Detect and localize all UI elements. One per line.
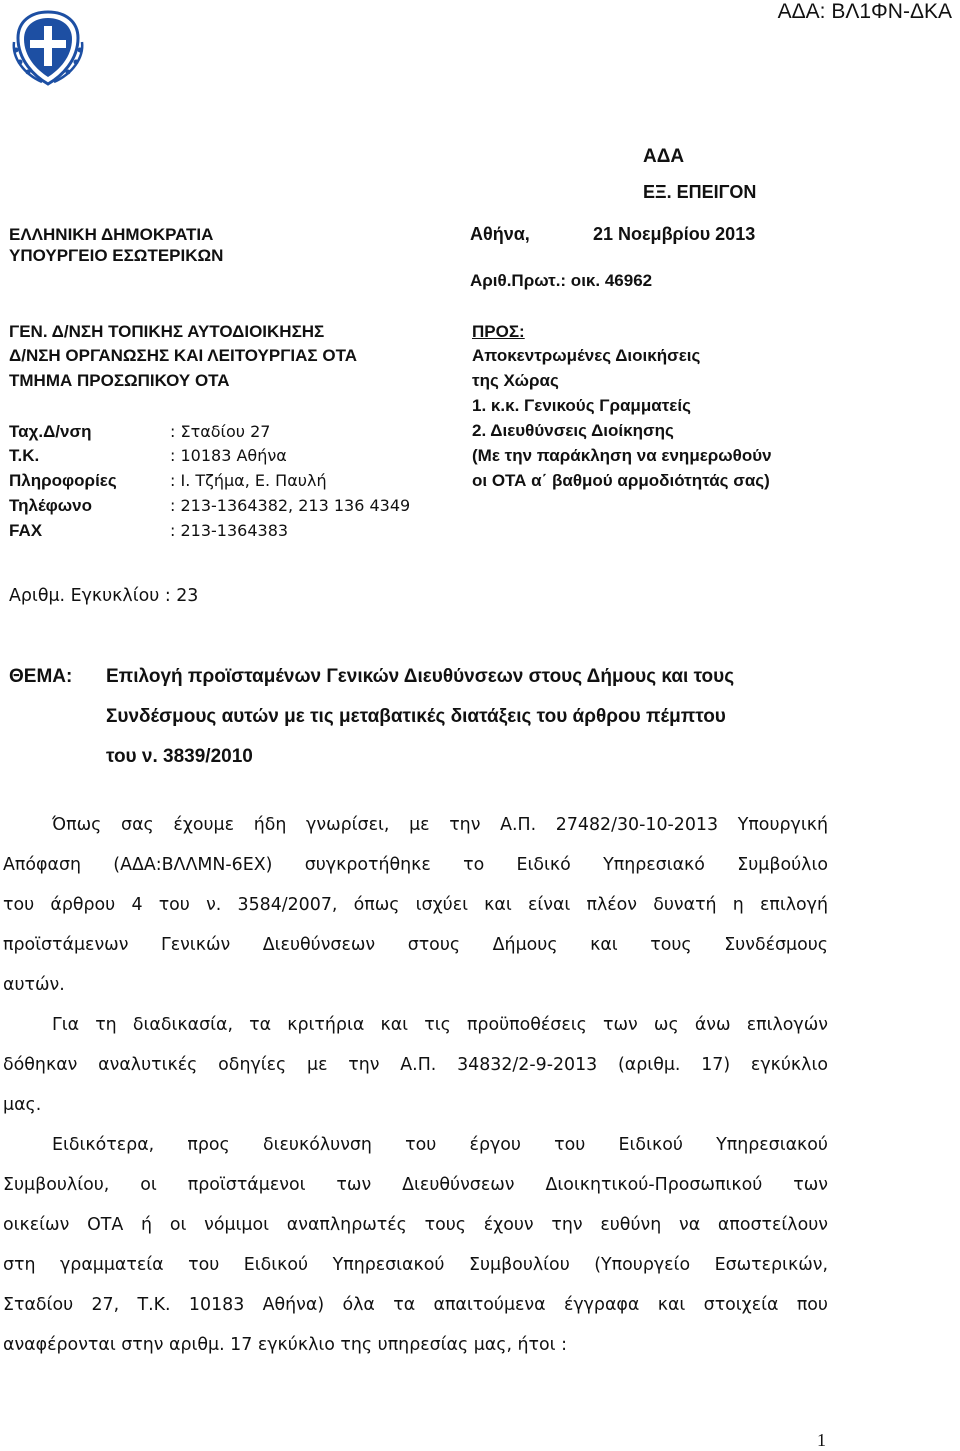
body-line: στη γραμματεία του Ειδικού Υπηρεσιακού Συμβουλίου (Υπουργείο Εσωτερικών, — [3, 1255, 828, 1275]
body-line: του άρθρου 4 του ν. 3584/2007, όπως ισχύει και είναι πλέον δυνατή η επιλογή — [3, 895, 828, 915]
contact-label-address: Ταχ.Δ/νση — [9, 422, 92, 441]
body-line: Ειδικότερα, προς διευκόλυνση του έργου του Ειδικού Υπηρεσιακού — [52, 1135, 828, 1155]
place-label: Αθήνα, — [470, 224, 530, 244]
body-line: Απόφαση (ΑΔΑ:ΒΛΛΜΝ-6ΕΧ) συγκροτήθηκε το Ειδικό Υπηρεσιακό Συμβούλιο — [3, 855, 828, 875]
body-line: Συμβουλίου, οι προϊστάμενοι των Διευθύνσεων Διοικητικού-Προσωπικού των — [3, 1175, 828, 1195]
recipient-line: 2. Διευθύνσεις Διοίκησης — [472, 421, 674, 440]
body-line: αυτών. — [3, 975, 65, 995]
body-line: δόθηκαν αναλυτικές οδηγίες με την Α.Π. 34832/2-9-2013 (αριθμ. 17) εγκύκλιο — [3, 1055, 828, 1075]
body-line: προϊστάμενων Γενικών Διευθύνσεων στους Δήμους και τους Συνδέσμους — [3, 935, 828, 955]
department-line-1: ΓΕΝ. Δ/ΝΣΗ ΤΟΠΙΚΗΣ ΑΥΤΟΔΙΟΙΚΗΣΗΣ — [9, 322, 325, 341]
contact-label-fax: FAX — [9, 521, 43, 540]
page-number: 1 — [817, 1430, 826, 1450]
department-line-3: ΤΜΗΜΑ ΠΡΟΣΩΠΙΚΟΥ ΟΤΑ — [9, 371, 230, 390]
date-label: 21 Νοεμβρίου 2013 — [593, 224, 756, 244]
recipient-line: της Χώρας — [472, 371, 559, 390]
subject-line: Συνδέσμους αυτών με τις μεταβατικές διατάξεις του άρθρου πέμπτου — [106, 706, 726, 727]
body-line: Σταδίου 27, Τ.Κ. 10183 Αθήνα) όλα τα απαιτούμενα έγγραφα και στοιχεία που — [3, 1295, 828, 1315]
body-line: Για τη διαδικασία, τα κριτήρια και τις προϋποθέσεις των ως άνω επιλογών — [52, 1015, 828, 1035]
protocol-number: Αριθ.Πρωτ.: οικ. 46962 — [470, 271, 653, 290]
circular-number: Αριθμ. Εγκυκλίου : 23 — [9, 586, 199, 606]
recipients-heading: ΠΡΟΣ: — [472, 322, 525, 341]
contact-value-info: : Ι. Τζήμα, Ε. Παυλή — [170, 471, 327, 490]
recipient-line: Αποκεντρωμένες Διοικήσεις — [472, 346, 701, 365]
contact-value-postcode: : 10183 Αθήνα — [170, 446, 287, 465]
recipient-line: (Με την παράκληση να ενημερωθούν — [472, 446, 772, 465]
subject-line: Επιλογή προϊσταμένων Γενικών Διευθύνσεων στους Δήμους και τους — [106, 666, 735, 687]
body-line: οικείων ΟΤΑ ή οι νόμιμοι αναπληρωτές τους έχουν την ευθύνη να αποστείλουν — [3, 1215, 828, 1235]
body-line: Όπως σας έχουμε ήδη γνωρίσει, με την Α.Π. 27482/30-10-2013 Υπουργική — [52, 815, 828, 835]
greek-emblem-icon — [8, 8, 88, 88]
recipient-line: 1. κ.κ. Γενικούς Γραμματείς — [472, 396, 691, 415]
body-line: αναφέρονται στην αριθμ. 17 εγκύκλιο της υπηρεσίας μας, ήτοι : — [3, 1335, 567, 1355]
recipient-line: οι ΟΤΑ α΄ βαθμού αρμοδιότητάς σας) — [472, 471, 770, 490]
body-line: μας. — [3, 1095, 42, 1115]
urgency-label: ΕΞ. ΕΠΕΙΓΟΝ — [643, 182, 757, 202]
contact-value-phone: : 213-1364382, 213 136 4349 — [170, 496, 411, 515]
contact-value-fax: : 213-1364383 — [170, 521, 289, 540]
department-line-2: Δ/ΝΣΗ ΟΡΓΑΝΩΣΗΣ ΚΑΙ ΛΕΙΤΟΥΡΓΙΑΣ ΟΤΑ — [9, 346, 357, 365]
contact-label-phone: Τηλέφωνο — [9, 496, 92, 515]
ada-top-label: ΑΔΑ: ΒΛ1ΦΝ-ΔΚΑ — [777, 0, 952, 23]
ada-heading: ΑΔΑ — [643, 146, 685, 167]
subject-label: ΘΕΜΑ: — [9, 666, 73, 687]
contact-value-address: : Σταδίου 27 — [170, 422, 271, 441]
contact-label-postcode: Τ.Κ. — [9, 446, 40, 465]
republic-label: ΕΛΛΗΝΙΚΗ ΔΗΜΟΚΡΑΤΙΑ — [9, 225, 214, 244]
contact-label-info: Πληροφορίες — [9, 471, 117, 490]
ministry-label: ΥΠΟΥΡΓΕΙΟ ΕΣΩΤΕΡΙΚΩΝ — [9, 246, 224, 265]
subject-line: του ν. 3839/2010 — [106, 746, 253, 767]
